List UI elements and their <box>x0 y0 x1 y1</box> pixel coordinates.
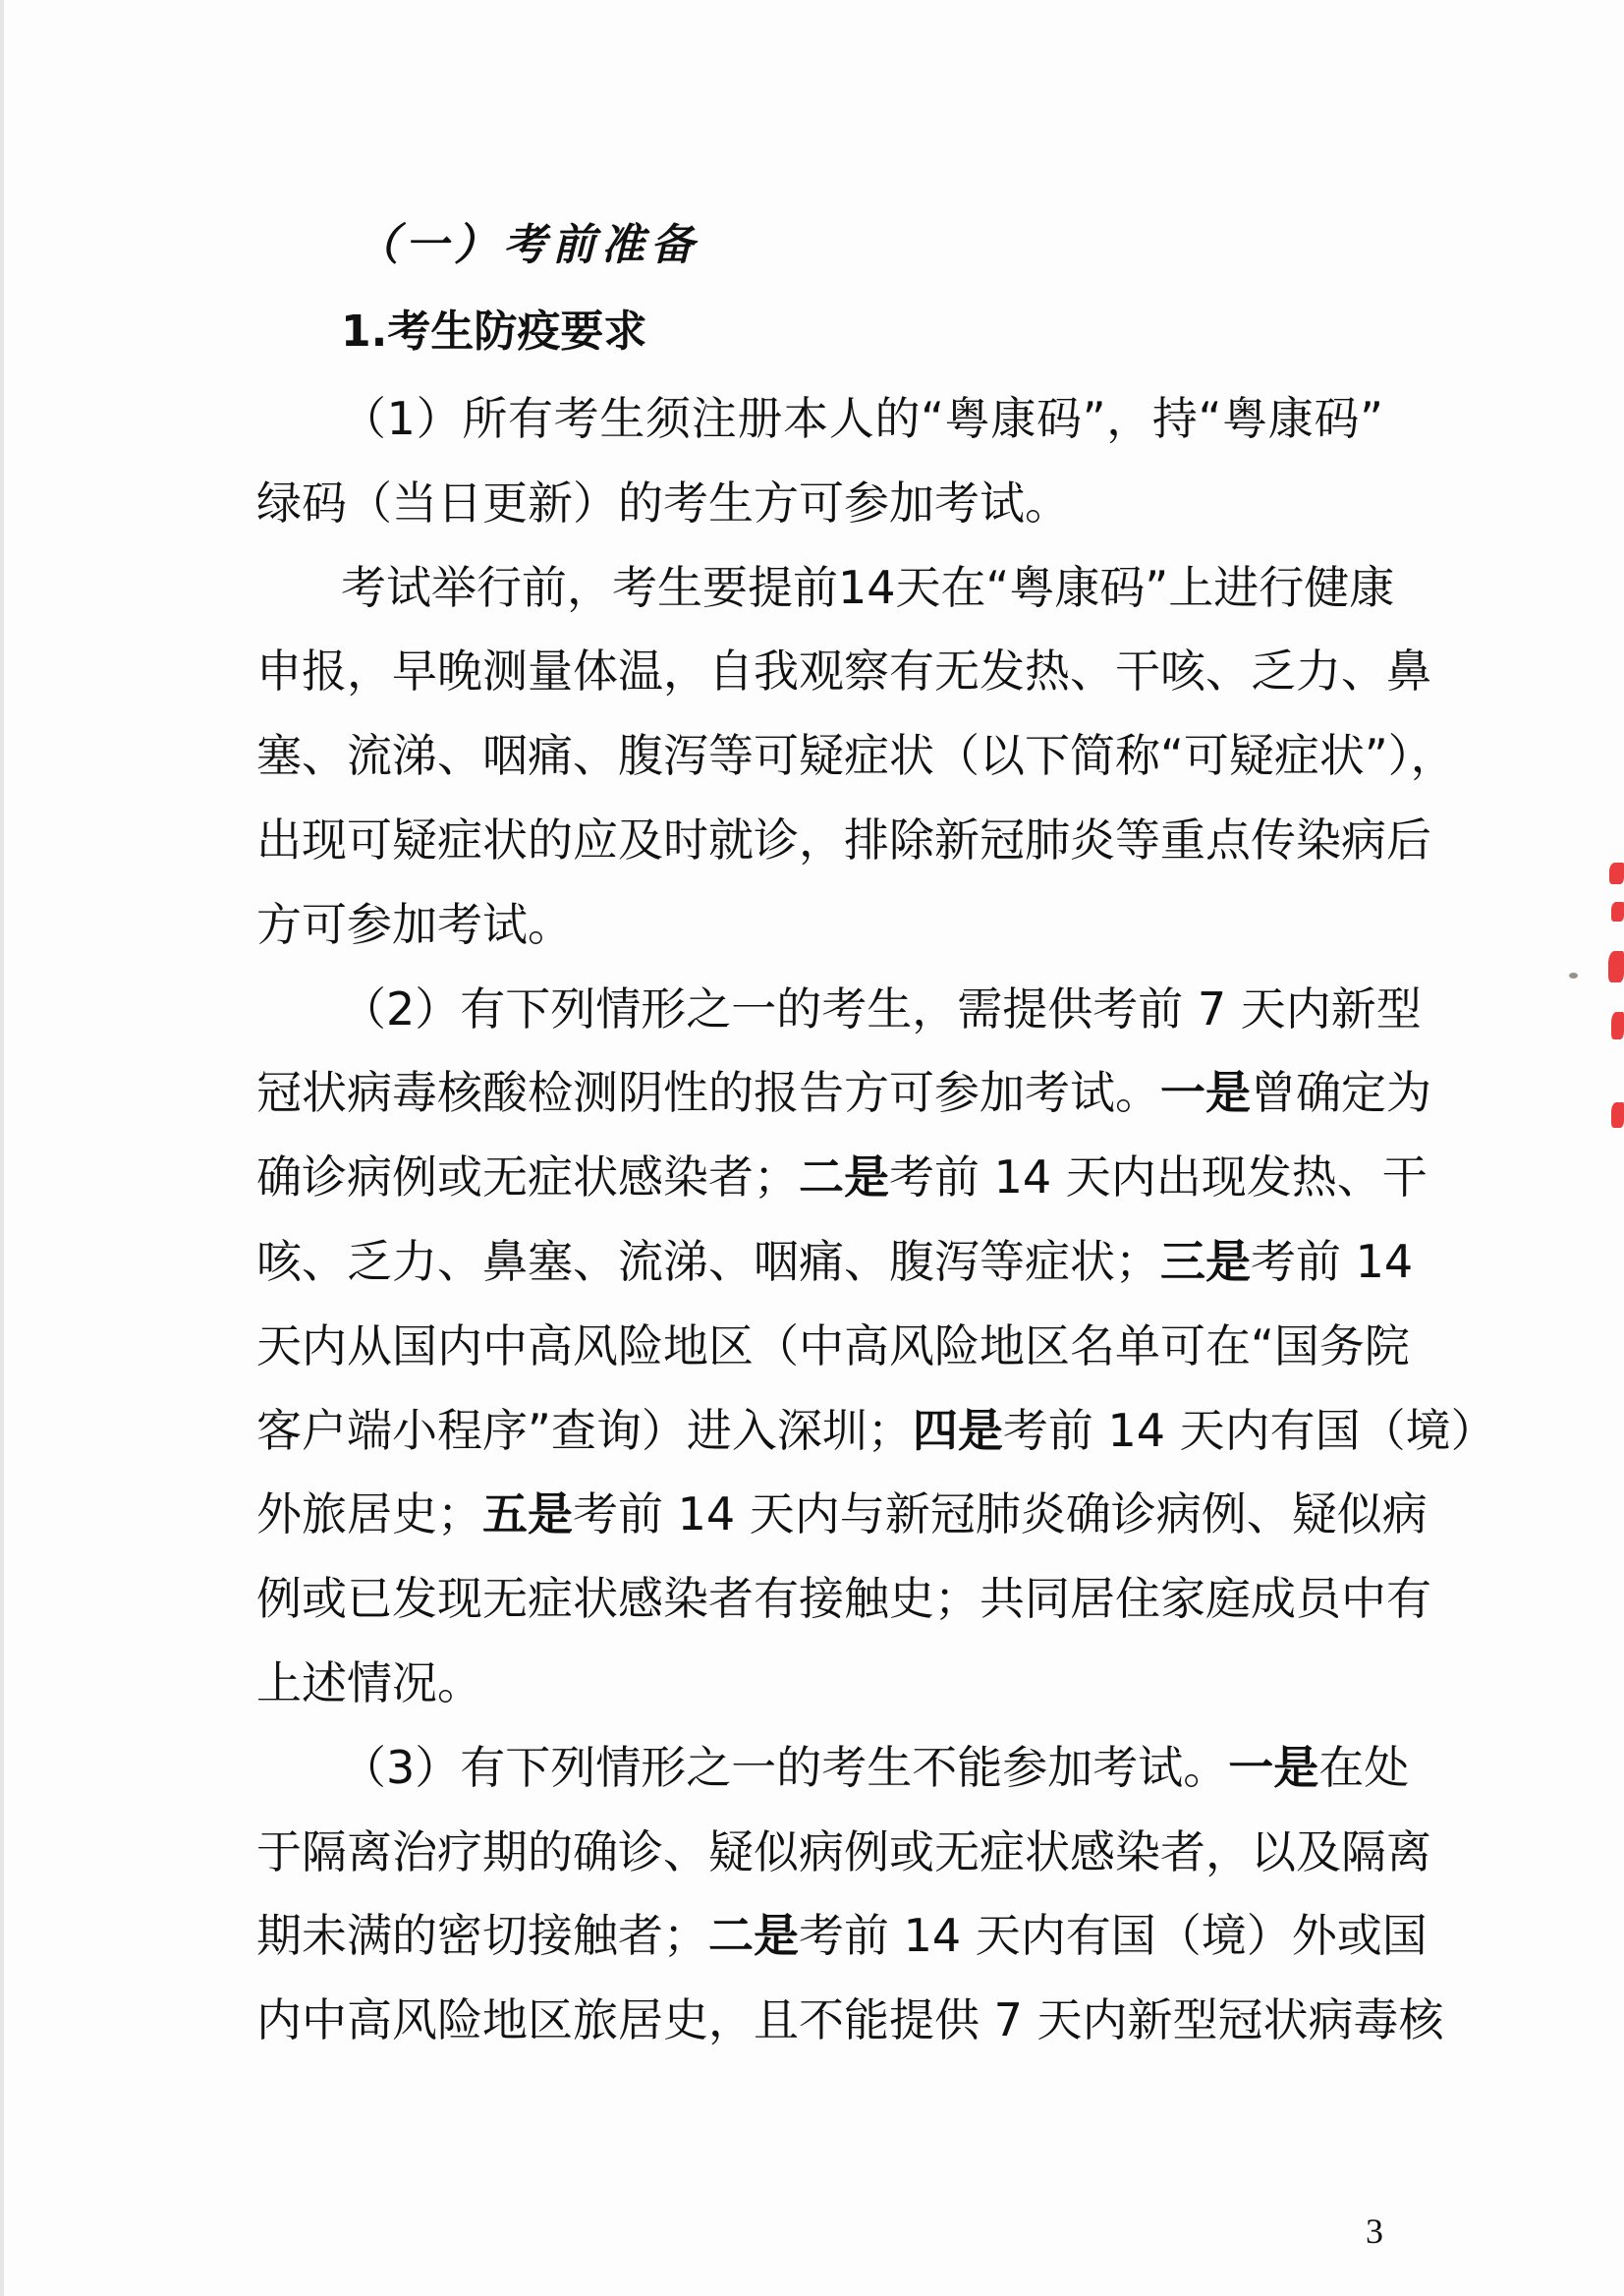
text-segment: （3）有下列情形之一的考生不能参加考试。 <box>341 1740 1229 1794</box>
text-segment: 方可参加考试。 <box>256 897 573 951</box>
text-line <box>341 967 1422 1051</box>
text-line <box>341 376 1383 461</box>
text-segment: 天内从国内中高风险地区（中高风险地区名单可在“国务院 <box>256 1318 1410 1372</box>
text-line <box>256 629 1431 713</box>
text-segment: 考前 14 天内出现发热、干 <box>889 1150 1428 1204</box>
text-line <box>256 1304 1410 1388</box>
text-segment: 考前 14 天内有国（境） <box>1002 1403 1496 1457</box>
text-segment: （1）所有考生须注册本人的“粤康码”，持“粤康码” <box>341 392 1383 445</box>
text-line <box>341 545 1395 630</box>
text-segment: 外旅居史； <box>256 1487 482 1541</box>
text-segment: 在处 <box>1318 1740 1410 1794</box>
text-line <box>256 1050 1431 1135</box>
text-line <box>256 1556 1431 1641</box>
text-segment: 期未满的密切接触者； <box>256 1909 708 1963</box>
text-segment: 曾确定为 <box>1251 1066 1431 1120</box>
text-segment: 上述情况。 <box>256 1656 482 1709</box>
section-heading: （一）考前准备 <box>356 220 700 270</box>
text-line <box>256 1219 1414 1304</box>
text-line <box>256 1388 1496 1473</box>
text-segment: 考前 14 天内有国（境）外或国 <box>799 1909 1428 1963</box>
bold-item-marker: 三是 <box>1160 1235 1251 1288</box>
text-segment: 确诊病例或无症状感染者； <box>256 1150 799 1204</box>
text-segment: 例或已发现无症状感染者有接触史；共同居住家庭成员中有 <box>256 1572 1431 1626</box>
text-line <box>256 1810 1431 1894</box>
bold-item-marker: 五是 <box>482 1487 573 1541</box>
text-line <box>256 1893 1428 1978</box>
text-segment: 绿码（当日更新）的考生方可参加考试。 <box>256 476 1070 530</box>
bold-item-marker: 一是 <box>1228 1740 1319 1794</box>
page-number: 3 <box>1366 2212 1383 2251</box>
bold-item-marker: 一是 <box>1160 1066 1251 1120</box>
text-line <box>256 1978 1444 2062</box>
text-segment: 咳、乏力、鼻塞、流涕、咽痛、腹泻等症状； <box>256 1235 1160 1288</box>
text-line <box>256 1472 1428 1556</box>
scan-speck <box>1569 973 1578 979</box>
text-line <box>256 461 1383 545</box>
text-line <box>256 882 1383 967</box>
bold-item-marker: 四是 <box>912 1403 1003 1457</box>
bold-item-marker: 二是 <box>708 1909 799 1963</box>
text-segment: 客户端小程序”查询）进入深圳； <box>256 1403 913 1457</box>
text-segment: （2）有下列情形之一的考生，需提供考前 7 天内新型 <box>341 981 1422 1036</box>
text-line <box>256 1135 1428 1219</box>
text-segment: 考前 14 天内与新冠肺炎确诊病例、疑似病 <box>573 1487 1428 1541</box>
text-line <box>256 1641 1383 1725</box>
text-segment: 冠状病毒核酸检测阴性的报告方可参加考试。 <box>256 1066 1160 1120</box>
text-segment: 内中高风险地区旅居史，且不能提供 7 天内新型冠状病毒核 <box>256 1993 1444 2047</box>
text-line <box>341 1725 1410 1810</box>
text-line <box>256 798 1431 882</box>
subsection-heading: 1.考生防疫要求 <box>341 307 647 357</box>
text-segment: 考试举行前，考生要提前14天在“粤康码”上进行健康 <box>341 560 1395 614</box>
text-line <box>256 713 1456 798</box>
text-segment: 塞、流涕、咽痛、腹泻等可疑症状（以下简称“可疑症状”）， <box>256 729 1456 783</box>
text-segment: 申报，早晚测量体温，自我观察有无发热、干咳、乏力、鼻 <box>256 644 1431 699</box>
text-segment: 考前 14 <box>1251 1235 1414 1288</box>
text-segment: 出现可疑症状的应及时就诊，排除新冠肺炎等重点传染病后 <box>256 813 1431 867</box>
text-segment: 于隔离治疗期的确诊、疑似病例或无症状感染者，以及隔离 <box>256 1824 1431 1878</box>
bold-item-marker: 二是 <box>799 1150 889 1204</box>
scan-edge <box>0 0 4 2296</box>
